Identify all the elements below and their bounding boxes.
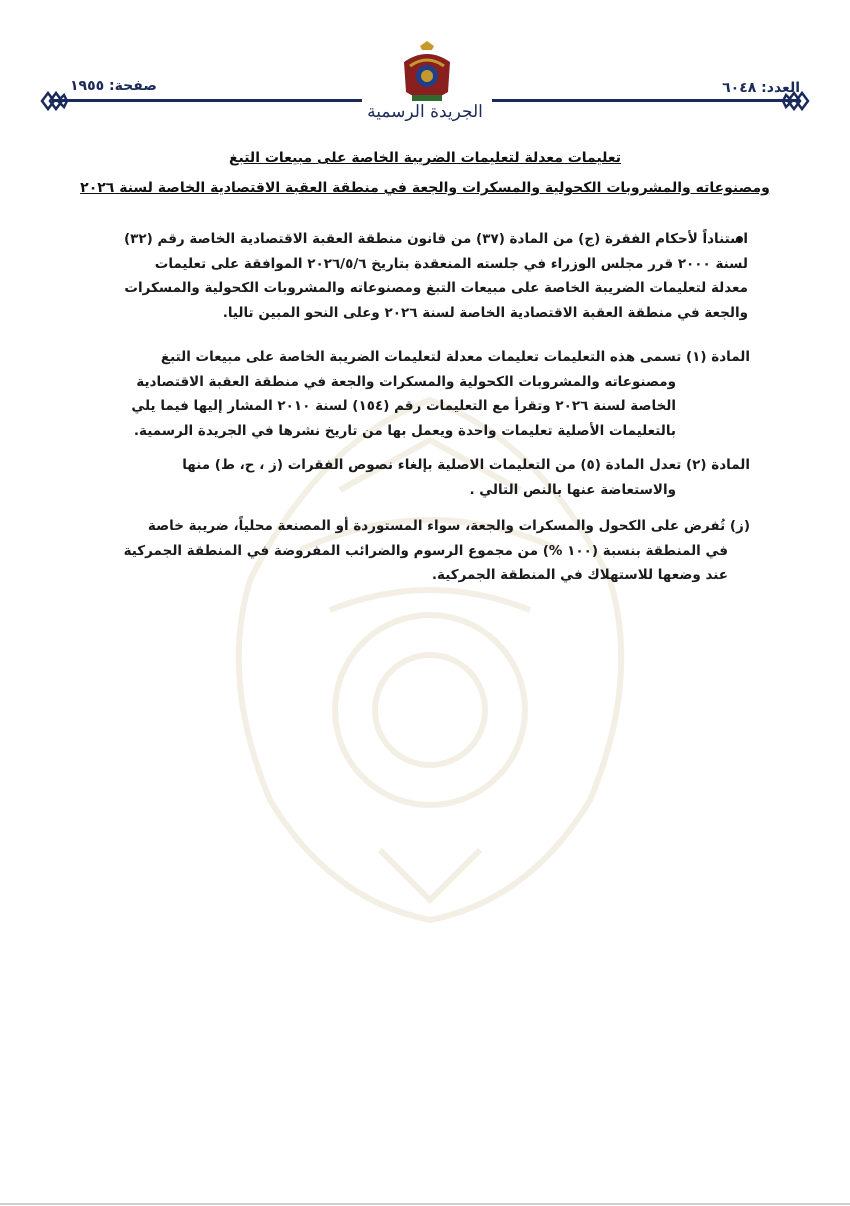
header-rule-right [492,99,799,102]
article-1-line: ومصنوعاته والمشروبات الكحولية والمسكرات والجعة في منطقة العقبة الاقتصادية [136,373,676,390]
preamble-line: استناداً لأحكام الفقرة (ج) من المادة (٣٧) من قانون منطقة العقبة الاقتصادية الخاصة رقم (٣٢) [123,231,748,247]
page-bottom-edge [0,1203,850,1205]
gazette-title: الجريدة الرسمية [367,102,483,122]
preamble-line: معدلة لتعليمات الضريبة الخاصة على مبيعات التبغ ومصنوعاته والمشروبات الكحولية والمسكرات [124,280,748,296]
article-2-line: المادة (٢) تعدل المادة (٥) من التعليمات الاصلية بإلغاء نصوص الفقرات (ز ، ح، ط) منها [182,457,750,473]
article-2-line: والاستعاضة عنها بالنص التالي . [469,481,676,498]
article-2 [100,453,750,502]
clause-z-line: (ز) تُفرض على الكحول والمسكرات والجعة، سواء المستوردة أو المصنعة محلياً، ضريبة خاصة [147,518,750,534]
preamble-line: والجعة في منطقة العقبة الاقتصادية الخاصة لسنة ٢٠٢٦ وعلى النحو المبين تاليا. [222,304,748,321]
clause-z-line: في المنطقة بنسبة (١٠٠ %) من مجموع الرسوم والضرائب المفروضة في المنطقة الجمركية [123,542,728,559]
article-1-line: بالتعليمات الأصلية تعليمات واحدة ويعمل بها من تاريخ نشرها في الجريدة الرسمية. [133,422,676,439]
preamble-line: لسنة ٢٠٠٠ قرر مجلس الوزراء في جلسته المنعقدة بتاريخ ٢٠٢٦/٥/٦ الموافقة على تعليمات [154,255,748,272]
ornament-knot-icon [782,90,810,112]
document-title-line-1: تعليمات معدلة لتعليمات الضريبة الخاصة على مبيعات التبغ [228,150,622,166]
page-number: صفحة: ١٩٥٥ [70,78,157,94]
preamble-paragraph [100,227,748,325]
issue-number: العدد: ٦٠٤٨ [722,80,800,96]
article-1-line: المادة (١) تسمى هذه التعليمات تعليمات معدلة لتعليمات الضريبة الخاصة على مبيعات التبغ [160,349,750,365]
coat-of-arms-icon [398,40,456,110]
document-title-line-2: ومصنوعاته والمشروبات الكحولية والمسكرات والجعة في منطقة العقبة الاقتصادية الخاصة لسنة ٢٠٢٦ [80,180,770,196]
clause-z-line: عند وضعها للاستهلاك في المنطقة الجمركية. [431,567,728,583]
header-rule-left [52,99,362,102]
ornament-knot-icon [40,90,68,112]
clause-z [100,514,750,588]
article-1-line: الخاصة لسنة ٢٠٢٦ وتقرأ مع التعليمات رقم (١٥٤) لسنة ٢٠١٠ المشار إليها فيما يلي [131,398,676,414]
article-1 [100,345,750,443]
